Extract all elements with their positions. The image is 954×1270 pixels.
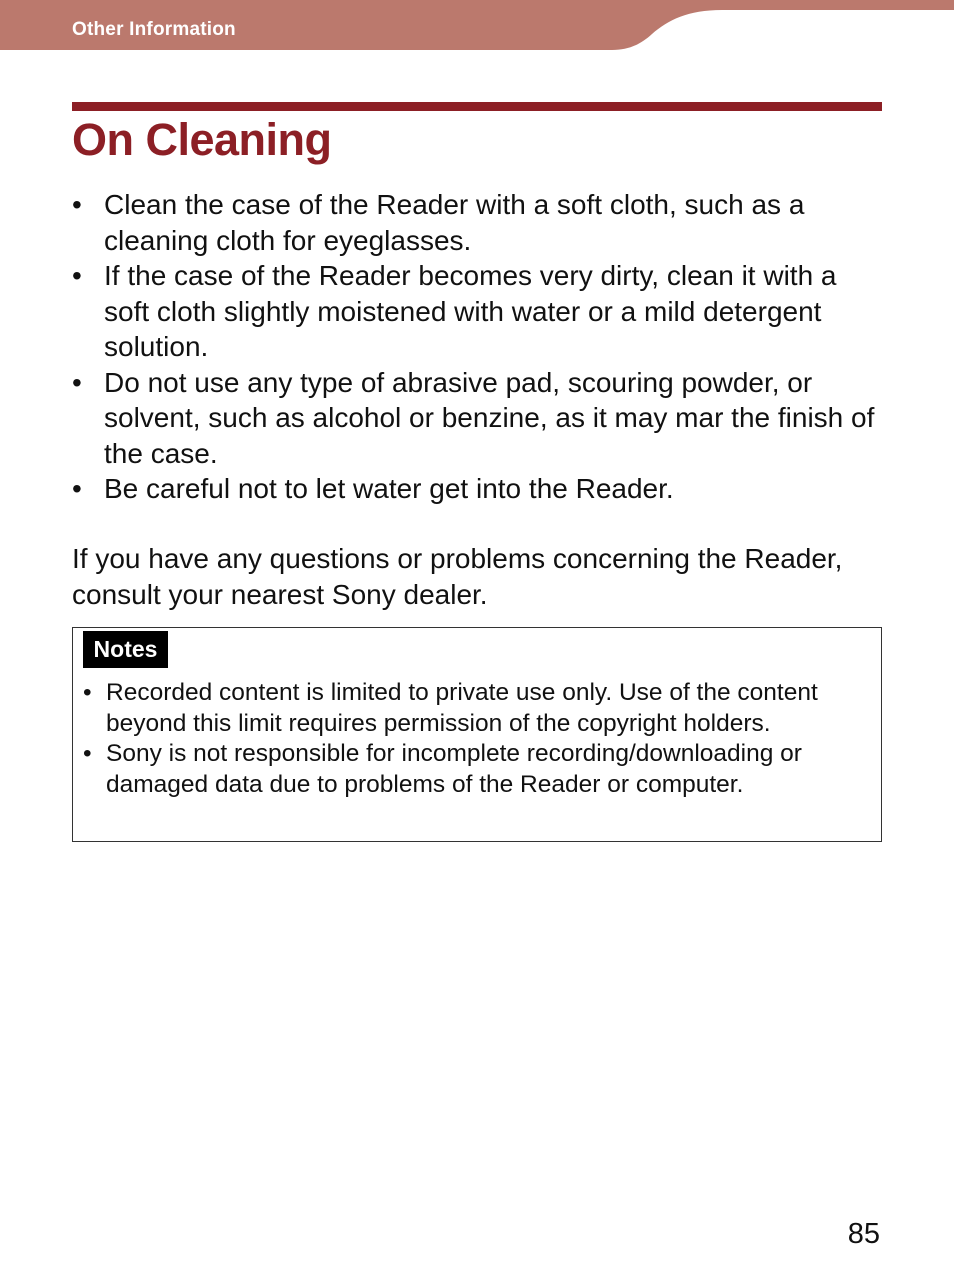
page-number: 85 bbox=[847, 1218, 880, 1250]
title-rule bbox=[72, 102, 882, 111]
contact-paragraph: If you have any questions or problems concerning the Reader, consult your nearest Sony dealer. bbox=[72, 543, 843, 610]
note-item bbox=[83, 678, 873, 739]
notes-badge: Notes bbox=[83, 631, 168, 668]
list-item bbox=[72, 258, 887, 365]
page-title: On Cleaning bbox=[72, 114, 332, 165]
cleaning-instructions-list bbox=[72, 187, 887, 507]
list-item bbox=[72, 187, 887, 258]
bullet-icon: • bbox=[83, 740, 92, 767]
bullet-icon: • bbox=[83, 679, 92, 706]
bullet-icon: • bbox=[72, 260, 82, 291]
note-item-text: Sony is not responsible for incomplete recording/downloading or damaged data due to problems of the Reader or computer. bbox=[106, 740, 802, 798]
notes-list bbox=[83, 678, 873, 800]
section-header-bar bbox=[0, 0, 954, 50]
bullet-icon: • bbox=[72, 473, 82, 504]
list-item-text: Clean the case of the Reader with a soft cloth, such as a cleaning cloth for eyeglasses. bbox=[104, 189, 805, 256]
section-label: Other Information bbox=[72, 19, 236, 40]
list-item-text: If the case of the Reader becomes very dirty, clean it with a soft cloth slightly moistened with water or a mild detergent solution. bbox=[104, 260, 837, 362]
bullet-icon: • bbox=[72, 189, 82, 220]
bullet-icon: • bbox=[72, 366, 82, 398]
note-item-text: Recorded content is limited to private use only. Use of the content beyond this limit requires permission of the copyright holders. bbox=[106, 679, 818, 737]
list-item bbox=[72, 365, 887, 472]
list-item bbox=[72, 471, 887, 507]
list-item-text: Be careful not to let water get into the Reader. bbox=[104, 473, 674, 504]
note-item bbox=[83, 739, 873, 800]
list-item-text: Do not use any type of abrasive pad, scouring powder, or solvent, such as alcohol or benzine, as it may mar the finish of the case. bbox=[104, 366, 875, 469]
notes-box bbox=[72, 627, 882, 842]
